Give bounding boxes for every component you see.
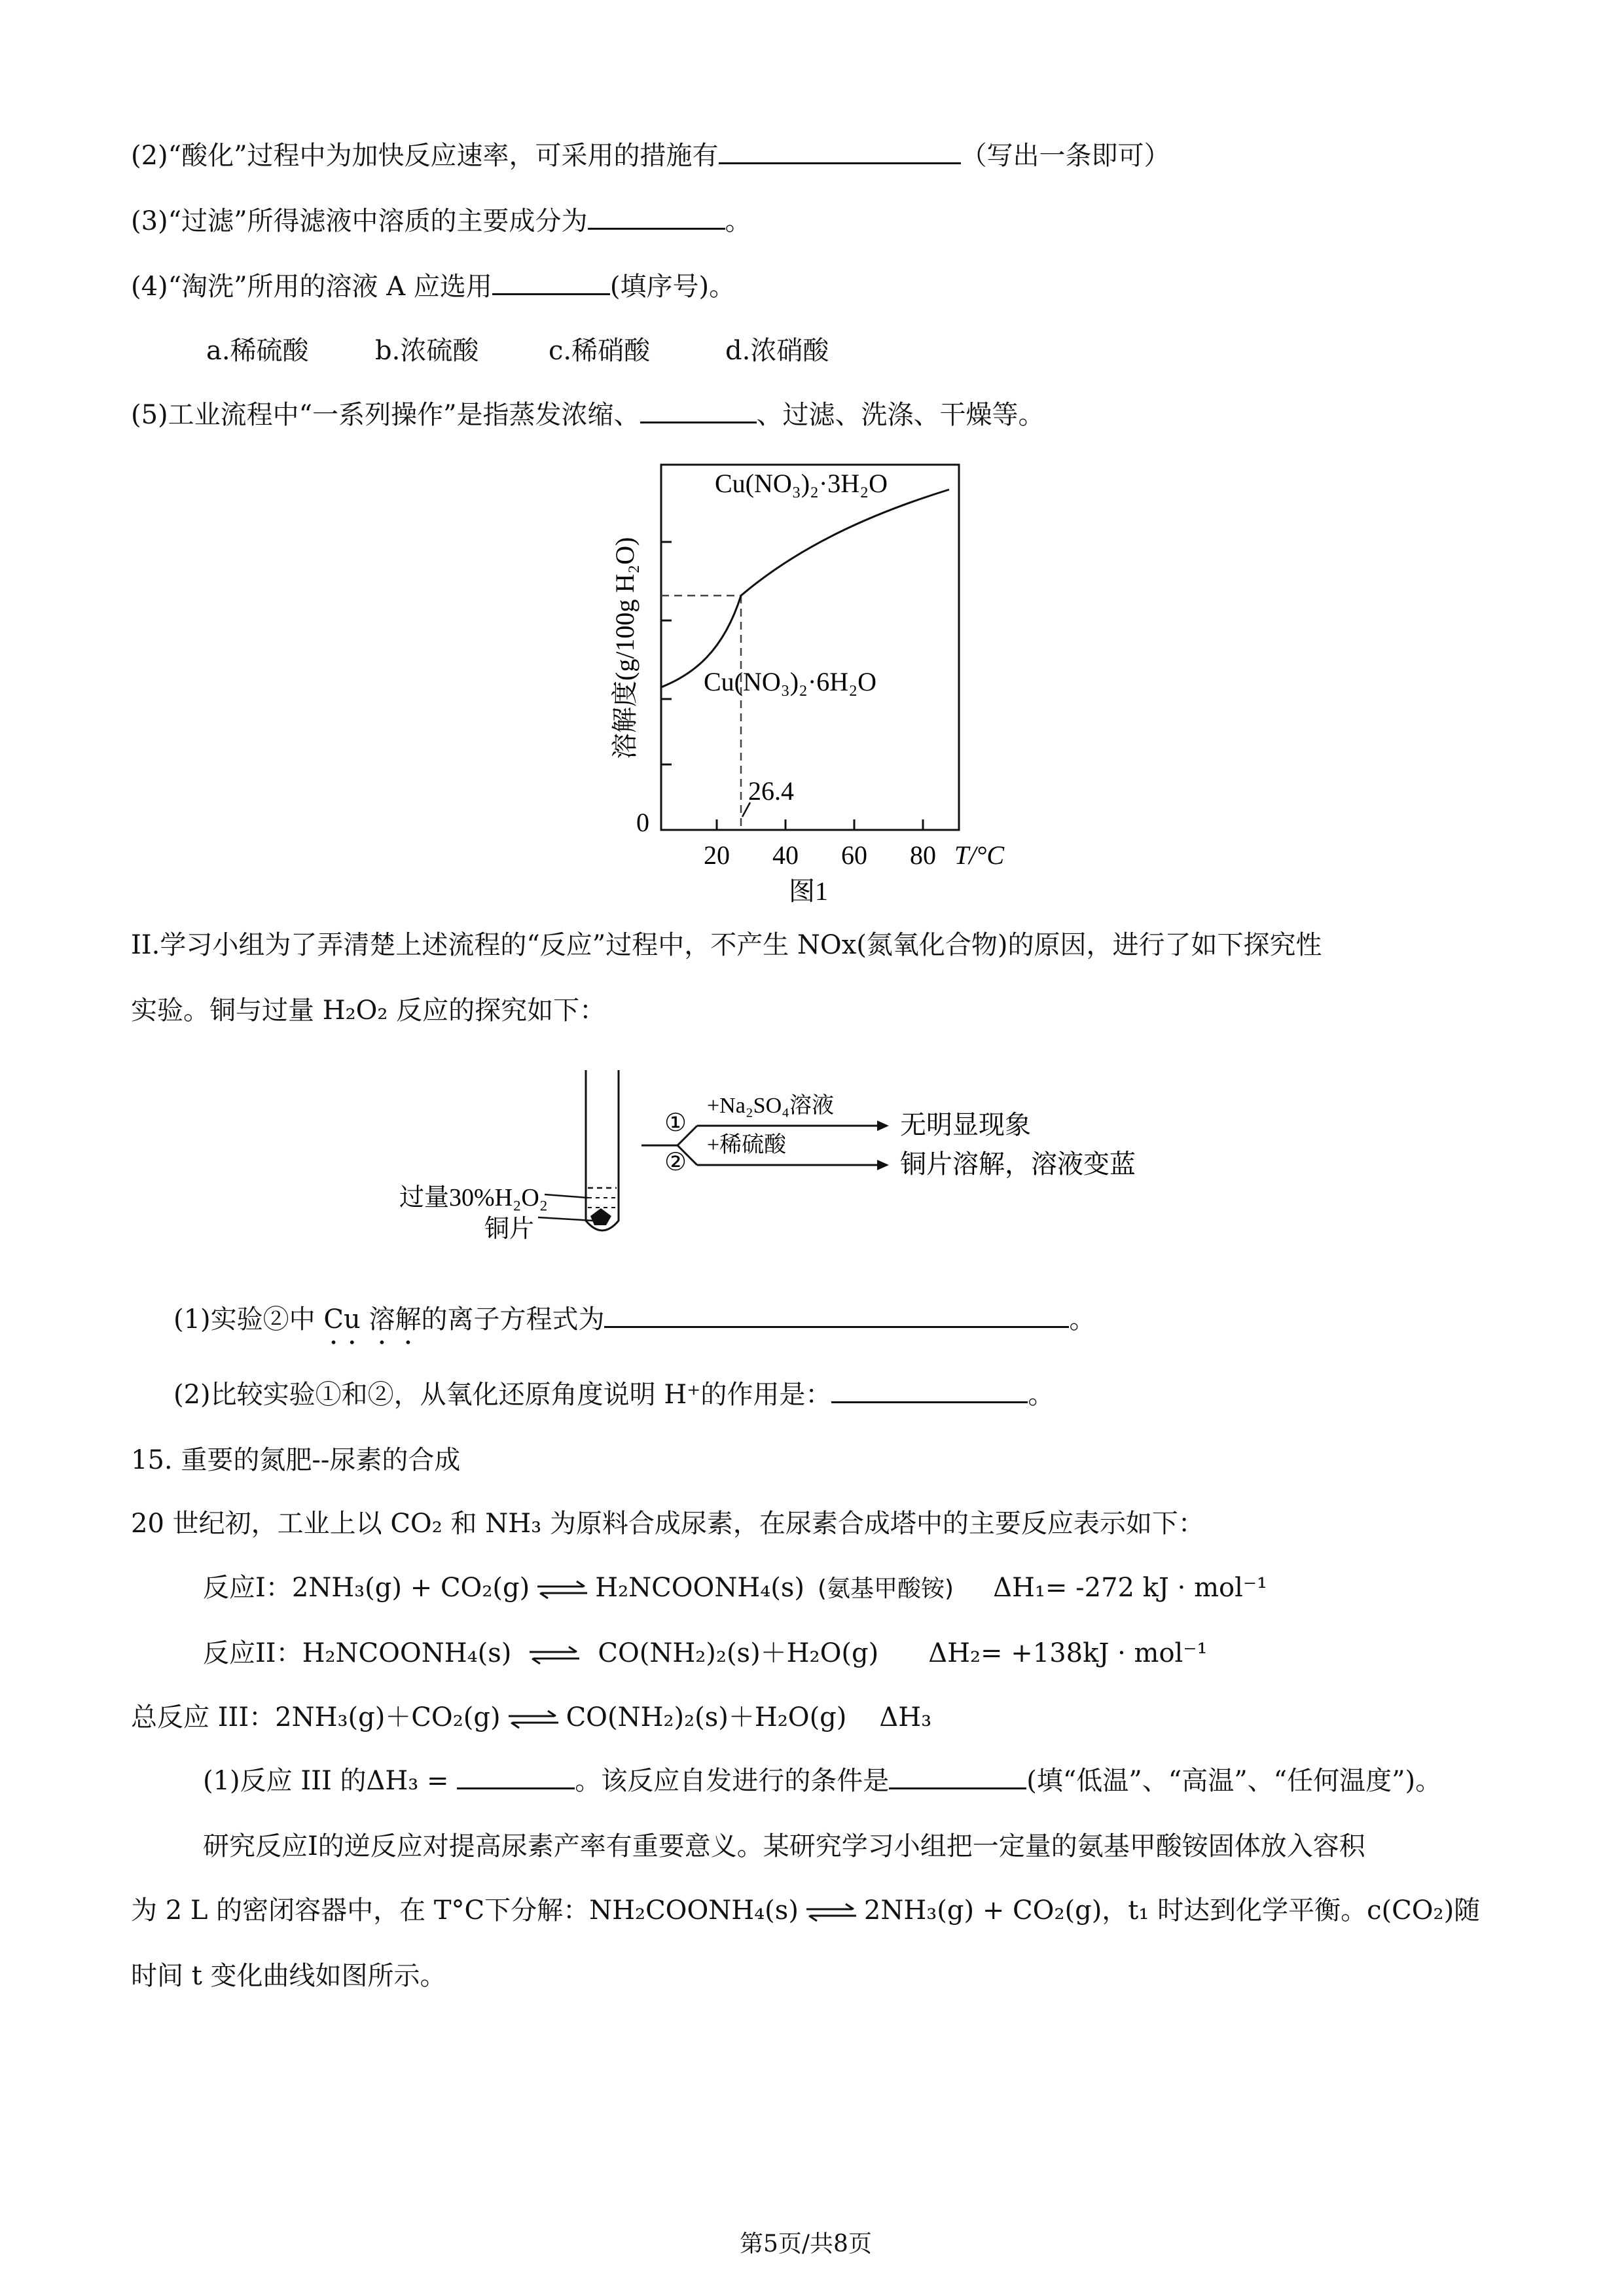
products: CO(NH₂)₂(s)＋H₂O(g) bbox=[598, 1638, 879, 1668]
answer-blank[interactable] bbox=[492, 270, 610, 295]
equilibrium-arrow-icon bbox=[507, 1710, 560, 1729]
punctuation: 。 bbox=[725, 206, 751, 236]
equilibrium-arrow-icon bbox=[536, 1580, 588, 1600]
section-2-intro-line-2: 实验。铜与过量 H₂O₂ 反应的探究如下： bbox=[131, 996, 606, 1026]
punctuation: 。 bbox=[1028, 1380, 1055, 1410]
question-text: 。该反应自发进行的条件是 bbox=[575, 1766, 890, 1796]
y-axis-label: 溶解度(g/100g H₂O) bbox=[610, 537, 640, 759]
branch-2-reagent: +稀硫酸 bbox=[707, 1133, 787, 1157]
question-5-tail: 、过滤、洗涤、干燥等。 bbox=[756, 400, 1045, 430]
lower-curve-label: Cu(NO₃)₂·6H₂O bbox=[704, 667, 877, 696]
emphasis-text: Cu 溶解 bbox=[323, 1304, 422, 1335]
option-b: b.浓硫酸 bbox=[375, 336, 479, 366]
section-2-intro-line-1: II.学习小组为了弄清楚上述流程的“反应”过程中，不产生 NOx(氮氧化合物)的原因，进行了如下探究性 bbox=[131, 930, 1322, 960]
question-hint: (填“低温”、“高温”、“任何温度”)。 bbox=[1026, 1766, 1442, 1796]
question-2-hint: （写出一条即可） bbox=[960, 141, 1170, 171]
question-5-text: (5)工业流程中“一系列操作”是指蒸发浓缩、 bbox=[131, 400, 640, 430]
enthalpy-change: ΔH₃ bbox=[879, 1702, 932, 1732]
section-15-paragraph-line-2 bbox=[131, 1893, 1480, 1928]
reaction-label: 总反应 III： bbox=[131, 1702, 276, 1732]
answer-blank[interactable] bbox=[588, 204, 725, 230]
equilibrium-arrow-icon bbox=[528, 1645, 581, 1665]
x-tick-label: 20 bbox=[704, 840, 730, 870]
reaction-2 bbox=[203, 1636, 1207, 1670]
question-4-hint: (填序号)。 bbox=[609, 272, 736, 302]
reaction-label: 反应I： bbox=[203, 1573, 292, 1603]
question-3-text: (3)“过滤”所得滤液中溶质的主要成分为 bbox=[131, 206, 588, 236]
option-d: d.浓硝酸 bbox=[725, 336, 829, 366]
punctuation: 。 bbox=[1069, 1304, 1096, 1335]
answer-blank[interactable] bbox=[604, 1302, 1069, 1328]
section-15-paragraph-line-1: 研究反应I的逆反应对提高尿素产率有重要意义。某研究学习小组把一定量的氨基甲酸铵固体放入容积 bbox=[203, 1831, 1365, 1861]
question-2 bbox=[131, 139, 1170, 173]
upper-curve-label: Cu(NO₃)₂·3H₂O bbox=[715, 469, 888, 498]
paragraph-text: 2NH₃(g) + CO₂(g)，t₁ 时达到化学平衡。c(CO₂)随 bbox=[863, 1895, 1481, 1926]
question-4 bbox=[131, 270, 735, 304]
paragraph-text: 为 2 L 的密闭容器中，在 T°C下分解：NH₂COONH₄(s) bbox=[131, 1895, 799, 1926]
x-tick-label: 80 bbox=[910, 840, 936, 870]
reaction-label: 反应II： bbox=[203, 1638, 302, 1668]
question-text: (1)实验②中 bbox=[173, 1304, 324, 1335]
figure-caption: 图1 bbox=[789, 876, 828, 906]
branch-2-number: ② bbox=[664, 1147, 687, 1176]
reagent-label: 过量30%H₂O₂ bbox=[399, 1184, 549, 1211]
reaction-3 bbox=[131, 1700, 931, 1734]
answer-blank[interactable] bbox=[640, 398, 757, 423]
reactants: 2NH₃(g) + CO₂(g) bbox=[291, 1573, 530, 1603]
question-4-text: (4)“淘洗”所用的溶液 A 应选用 bbox=[131, 272, 492, 302]
reaction-1 bbox=[203, 1571, 1267, 1606]
section-15-question-1 bbox=[203, 1764, 1441, 1798]
reactants: H₂NCOONH₄(s) bbox=[302, 1638, 512, 1668]
option-c: c.稀硝酸 bbox=[549, 336, 651, 366]
enthalpy-change: ΔH₁= -272 kJ · mol⁻¹ bbox=[993, 1573, 1268, 1603]
upper-solubility-curve bbox=[741, 490, 949, 596]
question-text: 的离子方程式为 bbox=[421, 1304, 605, 1335]
question-5 bbox=[131, 398, 1045, 432]
section-15-intro: 20 世纪初，工业上以 CO₂ 和 NH₃ 为原料合成尿素，在尿素合成塔中的主要反应表示如下： bbox=[131, 1509, 1204, 1539]
transition-label: 26.4 bbox=[748, 776, 794, 806]
x-tick-label: 60 bbox=[841, 840, 867, 870]
question-2-text: (2)“酸化”过程中为加快反应速率，可采用的措施有 bbox=[131, 141, 719, 171]
branch-1-reagent: +Na₂SO₄溶液 bbox=[707, 1094, 834, 1118]
copper-sheet bbox=[590, 1208, 611, 1225]
page-footer: 第5页/共8页 bbox=[740, 2231, 872, 2257]
test-tube bbox=[586, 1070, 619, 1230]
products: CO(NH₂)₂(s)＋H₂O(g) bbox=[566, 1702, 847, 1732]
branch-1-number: ① bbox=[664, 1108, 687, 1137]
origin-label: 0 bbox=[636, 808, 649, 837]
section-15-title: 15. 重要的氮肥--尿素的合成 bbox=[131, 1445, 461, 1475]
reaction-note: (氨基甲酸铵) bbox=[817, 1575, 954, 1602]
products: H₂NCOONH₄(s) bbox=[595, 1573, 804, 1603]
branch-2-result: 铜片溶解，溶液变蓝 bbox=[900, 1149, 1136, 1179]
answer-blank[interactable] bbox=[457, 1764, 575, 1789]
branch-1-result: 无明显现象 bbox=[900, 1110, 1031, 1139]
x-axis-label: T/°C bbox=[954, 840, 1005, 870]
question-text: (2)比较实验①和②，从氧化还原角度说明 H⁺的作用是： bbox=[173, 1380, 832, 1410]
section-2-question-1 bbox=[173, 1302, 1095, 1350]
section-2-question-2 bbox=[173, 1378, 1054, 1412]
experiment-diagram bbox=[393, 1060, 1178, 1250]
equilibrium-arrow-icon bbox=[805, 1903, 857, 1922]
solubility-figure bbox=[589, 452, 1047, 910]
x-tick-label: 40 bbox=[772, 840, 799, 870]
reactants: 2NH₃(g)＋CO₂(g) bbox=[275, 1702, 501, 1732]
plot-frame bbox=[661, 465, 959, 830]
answer-blank[interactable] bbox=[889, 1764, 1026, 1789]
question-text: (1)反应 III 的ΔH₃ = bbox=[203, 1766, 458, 1796]
question-4-options bbox=[206, 334, 829, 368]
answer-blank[interactable] bbox=[831, 1378, 1028, 1403]
option-a: a.稀硫酸 bbox=[206, 336, 309, 366]
question-3 bbox=[131, 204, 751, 238]
answer-blank[interactable] bbox=[719, 139, 961, 164]
enthalpy-change: ΔH₂= +138kJ · mol⁻¹ bbox=[928, 1638, 1208, 1668]
section-15-paragraph-line-3: 时间 t 变化曲线如图所示。 bbox=[131, 1961, 446, 1991]
copper-label: 铜片 bbox=[484, 1215, 535, 1243]
